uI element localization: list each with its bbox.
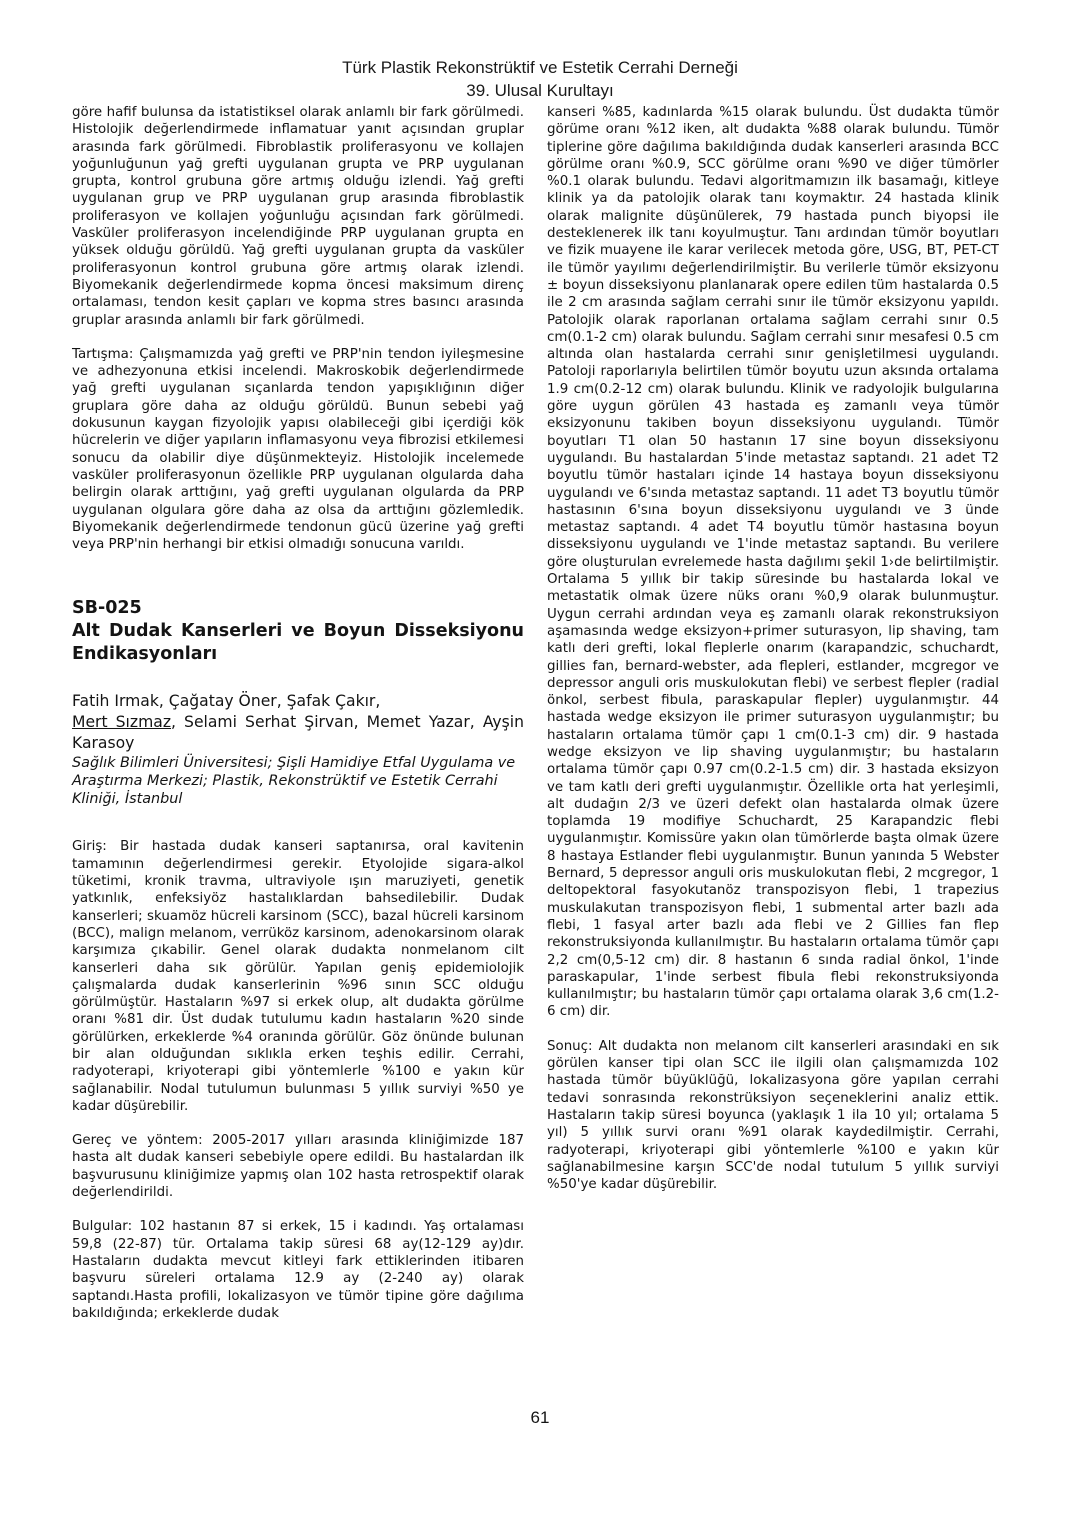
discussion-paragraph: Tartışma: Çalışmamızda yağ grefti ve PRP'nin tendon iyileşmesine ve adhezyonuna etkisi incelendi. Makroskobik değerlendirmede yağ grefti uygulanan sıçanlarda tendon yapışıklığının diğer gruplara göre daha az olduğu görüldü. Bunun sebebi yağ dokusunun kaygan fizyolojik yapısı olabileceği gibi içerdiği kök hücrelerin ve diğer yapıların inflamasyonu veya fibrozisi etkilemesi sonucu da olabilir diye düşünmekteyiz. Histolojik incelemede vasküler proliferasyonun özellikle PRP uygulanan olgularda daha belirgin olarak arttığını, yağ grefti uygulanan olgularda da PRP uygulanan olgulara göre daha az olsa da arttığını gözlemledik. Biyomekanik değerlendirmede tendonun gücü üzerine yağ grefti veya PRP'nin herhangi bir etkisi olmadığı sonucuna varıldı. [72,346,524,553]
introduction-paragraph: Giriş: Bir hastada dudak kanseri saptanırsa, oral kavitenin tamamının değerlendirmesi gerekir. Etyolojide sigara-alkol tüketimi, kronik travma, ultraviyole ışın maruziyeti, genetik yatkınlık, enfeksiyöz hastalıklardan bahsedilebilir. Dudak kanserleri; skuamöz hücreli karsinom (SCC), bazal hücreli karsinom (BCC), malign melanom, verrüköz karsinom, adenokarsinom olarak karşımıza çıkabilir. Genel olarak dudakta nonmelanom cilt kanserleri daha sık görülür. Yapılan geniş epidemiolojik çalışmalarda dudak kanserlerinin %96 sının SCC olduğu görülmüştür. Hastaların %97 si erkek olup, alt dudakta görülme oranı %81 dir. Üst dudak tutulumu kadın hastaların %20 sinde görülürken, erkeklerde %4 oranında görülür. Göz önünde bulunan bir alan olduğundan sıklıkla erken teşhis edilir. Cerrahi, radyoterapi, kriyoterapi gibi yöntemlerle %100 e yakın kür sağlanabilir. Nodal tutulumun bulunması 5 yıllık surviyi %50 ye kadar düşürebilir. [72,839,524,1114]
page-number: 61 [530,1408,550,1427]
results-continued-paragraph: göre hafif bulunsa da istatistiksel olarak anlamlı bir fark görülmedi. Histolojik değerlendirmede inflamatuar yanıt açısından gruplar arasında fark görülmedi. Fibroblastik proliferasyonu ve kollajen yoğunluğunun yağ grefti uygulanan grupta ve PRP uygulanan grupta, kontrol grubuna göre artmış olduğu izlendi. Yağ grefti uygulanan grup ve PRP uygulanan grup arasında fibroblastik proliferasyon ve kollajen yoğunluğu açısından fark görülmedi. Vasküler proliferasyon incelendiğinde PRP uygulanan grupta en yüksek olduğu görüldü. Yağ grefti uygulanan grupta da vasküler proliferasyonun kontrol grubuna göre artmış olarak izlendi. Biyomekanik değerlendirmede kopma öncesi maksimum direnç ortalaması, tendon kesit çapları ve kopma stres basıncı arasında gruplar arasında anlamlı bir fark görülmedi. [72,105,524,328]
affiliation: Sağlık Bilimleri Üniversitesi; Şişli Hamidiye Etfal Uygulama ve Araştırma Merkezi; Plastik, Rekonstrüktif ve Estetik Cerrahi Kliniği, İstanbul [72,755,516,808]
abstract-title: Alt Dudak Kanserleri ve Boyun Disseksiyonu Endikasyonları [72,621,524,665]
abstract-code: SB-025 [72,598,142,619]
authors-part-1: Fatih Irmak, Çağatay Öner, Şafak Çakır, [72,692,381,711]
page-header [0,56,1080,102]
methods-paragraph: Gereç ve yöntem: 2005-2017 yılları arasında kliniğimizde 187 hasta alt dudak kanseri sebebiyle opere edildi. Bu hastalardan ilk başvurusunu kliniğimize yapmış olan 102 hasta retrospektif olarak değerlendirildi. [72,1133,524,1201]
left-column [72,104,524,1339]
presenting-author: Mert Sızmaz [72,713,172,732]
author-list [72,691,524,754]
results-paragraph: Bulgular: 102 hastanın 87 si erkek, 15 i kadındı. Yaş ortalaması 59,8 (22-87) tür. Ortalama takip süresi 68 ay(12-129 ay)dır. Hastaların dudakta mevcut kitleyi fark ettiklerinden itibaren başvuru süreleri ortalama 12.9 ay (2-240 ay) olarak saptandı.Hasta profili, lokalizasyon ve tümör tipine göre dağılıma bakıldığında; erkeklerde dudak [72,1219,524,1321]
authors-part-2: , Selami Serhat Şirvan, Memet Yazar, Ayşin Karasoy [72,713,524,753]
conclusion-paragraph: Sonuç: Alt dudakta non melanom cilt kanserleri arasındaki en sık görülen kanser tipi olan SCC ile ilgili olan çalışmamızda 102 hastada tümör büyüklüğü, lokalizasyona göre yapılan cerrahi tedavi sonrasında rekonstrüksiyon seçeneklerini analiz ettik. Hastaların takip süresi boyunca (yaklaşık 1 ila 10 yıl; ortalama 5 yıl) 5 yıllık survi oranı %91 olarak kaydedilmiştir. Cerrahi, radyoterapi, kriyoterapi gibi yöntemlerle %100 e yakın kür sağlanabilmesine karşın SCC'de nodal tutulum 5 yıllık surviyi %50'ye kadar düşürebilir. [547,1038,999,1193]
header-society-name: Türk Plastik Rekonstrüktif ve Estetik Cerrahi Derneği [342,58,738,77]
results-continued-right-paragraph: kanseri %85, kadınlarda %15 olarak bulundu. Üst dudakta tümör görüme oranı %12 iken, alt dudakta %88 olarak bulundu. Tümör tiplerine göre dağılıma bakıldığında dudak kanserleri arasında BCC görülme oranı %0.9, SCC görülme oranı %90 ve diğer tümörler %0.1 olarak bulundu. Tedavi algoritmamızın ilk basamağı, kitleye klinik ya da patolojik olarak tanı koymaktır. 24 hastada klinik olarak malignite düşünülerek, 79 hastada punch biyopsi ile desteklenerek ilk tanı koyulmuştur. Tanı ardından tümör boyutları ve fizik muayene ile karar verilecek metoda göre, USG, BT, PET-CT ile tümör yayılımı değerlendirilmiştir. Bu verilerle tümör eksizyonu ± boyun disseksiyonu planlanarak opere edilen tüm hastalarda 0.5 ile 2 cm arasında sağlam cerrahi sınır ile tümör eksizyonu yapıldı. Patolojik olarak raporlanan ortalama sağlam cerrahi sınır 0.5 cm(0.1-2 cm) olarak bulundu. Sağlam cerrahi sınır mesafesi 0.5 cm altında olan hastalarda cerrahi sınır genişletilmesi uygulandı. Patoloji raporlarıyla belirtilen tümör boyutu uzun aksında ortalama 1.9 cm(0.2-12 cm) olarak bulundu. Klinik ve radyolojik bulgularına göre uygun görülen 43 hastada eş zamanlı veya tümör eksizyonunu takiben boyun disseksiyonu uygulandı. Tümör boyutları T1 olan 50 hastanın 17 sine boyun disseksiyonu uygulandı. Bu hastalardan 5'inde metastaz saptandı. 21 adet T2 boyutlu tümör hastaları içinde 14 hastaya boyun disseksiyonu uygulandı ve 6'sında metastaz saptandı. 11 adet T3 boyutlu tümör hastasının 6'sına boyun disseksiyonu uygulandı ve 3 ünde metastaz saptandı. 4 adet T4 boyutlu tümör hastasına boyun disseksiyonu uygulandı ve 1'inde metastaz saptandı. Bu verilere göre oluşturulan evrelemede hasta dağılımı şekil 1›de belirtilmiştir. Ortalama 5 yıllık bir takip süresinde bu hastalarda lokal ve metastatik olmak üzere nüks oranı %0,9 olarak bulunmuştur. Uygun cerrahi ardından veya eş zamanlı olarak rekonstruksiyon aşamasında wedge eksizyon+primer suturasyon, lip shaving, tam katlı deri grefti, lokal fleplerle onarım (karapandzic, schuchardt, gillies fan, bernard-webster, ada flepleri, estlander, mcgregor ve depressor anguli oris muskulokutan flebi) ve serbest flepler (radial önkol, serbest fibula, paraskapular flepler) uygulanmıştır. 44 hastada wedge eksizyon ile primer suturasyon uygulanmıştır; bu hastaların ortalama tümör çapı 1 cm(0.1-3 cm) dir. 9 hastada wedge eksizyon ve lip shaving uygulanmıştır; bu hastaların ortalama tümör çapı 0.97 cm(0.2-1.5 cm) dir. 3 hastada eksizyon ve tam katlı deri grefti uygulanmıştır. Özellikle orta hat yerleşimli, alt dudağın 2/3 ve üzeri defekt olan hastalarda olmak üzere toplamda 19 modifiye Schuchardt, 25 Karapandzic flebi uygulanmıştır. Komissüre yakın olan tümörlerde başta olmak üzere 8 hastaya Estlander flebi uygulanmıştır. Bunun yanında 5 Webster Bernard, 5 depressor anguli oris muskulokutan flebi, 2 mcgregor, 1 deltopektoral fasyokutanöz transpozisyon flebi, 1 trapezius muskulakutan transpozisyon flebi, 1 submental arter bazlı ada flebi, 1 fasyal arter bazlı ada flebi ve 2 Gillies fan flep rekonstruksiyonda kullanılmıştır. Bu hastaların ortalama tümör çapı 2,2 cm(0,5-12 cm) dir. 8 hastanın 6 sında radial önkol, 1'inde paraskapular, 1'inde serbest fibula flebi rekonstruksiyonda kullanılmıştır; bu hastaların tümör çapı ortalama olarak 3,6 cm(1.2-6 cm) dir. [547,105,999,1020]
header-congress-name: 39. Ulusal Kurultayı [466,81,614,100]
right-column [547,104,999,1210]
